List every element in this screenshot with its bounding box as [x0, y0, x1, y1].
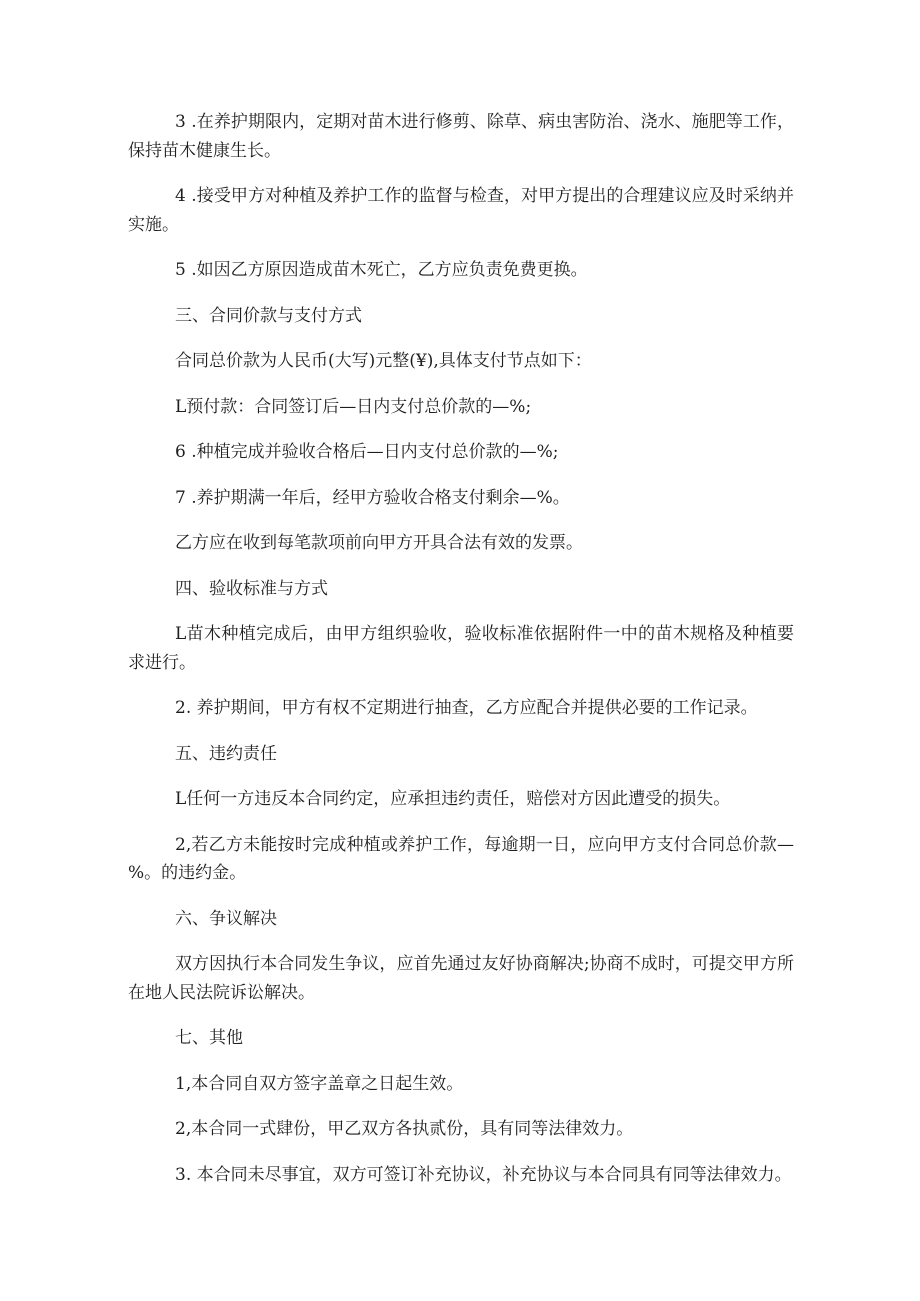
document-body — [128, 108, 794, 1206]
other-clause-3: 3. 本合同未尽事宜，双方可签订补充协议，补充协议与本合同具有同等法律效力。 — [175, 1164, 792, 1185]
dispute-clause: 双方因执行本合同发生争议，应首先通过友好协商解决;协商不成时，可提交甲方所在地人民法院诉讼解决。 — [128, 954, 794, 1003]
invoice-paragraph: 乙方应在收到每笔款项前向甲方开具合法有效的发票。 — [175, 533, 583, 553]
total-price-paragraph: 合同总价款为人民币(大写)元整(¥),具体支付节点如下： — [175, 351, 592, 371]
section-heading-dispute: 六、争议解决 — [175, 908, 277, 929]
section-heading-liability: 五、违约责任 — [175, 743, 277, 764]
clause-5-replacement: 5 .如因乙方原因造成苗木死亡，乙方应负责免费更换。 — [175, 260, 588, 280]
section-heading-other: 七、其他 — [175, 1028, 243, 1048]
advance-payment-item: L预付款：合同签订后—日内支付总价款的—%; — [175, 396, 532, 417]
section-heading-acceptance: 四、验收标准与方式 — [175, 578, 328, 599]
clause-4-supervision: 4 .接受甲方对种植及养护工作的监督与检查，对甲方提出的合理建议应及时采纳并实施。 — [128, 186, 794, 235]
acceptance-clause-2: 2. 养护期间，甲方有权不定期进行抽查，乙方应配合并提供必要的工作记录。 — [175, 698, 758, 718]
other-clause-2: 2,本合同一式肆份，甲乙双方各执贰份，具有同等法律效力。 — [175, 1119, 634, 1139]
clause-3-maintenance: 3 .在养护期限内，定期对苗木进行修剪、除草、病虫害防治、浇水、施肥等工作，保持苗木健康生长。 — [128, 112, 794, 161]
other-clause-1: 1,本合同自双方签字盖章之日起生效。 — [175, 1073, 464, 1094]
acceptance-clause-1: L苗木种植完成后，由甲方组织验收，验收标准依据附件一中的苗木规格及种植要求进行。 — [128, 624, 794, 673]
liability-clause-1: L任何一方违反本合同约定，应承担违约责任，赔偿对方因此遭受的损失。 — [175, 789, 731, 809]
planting-payment-item: 6 .种植完成并验收合格后—日内支付总价款的—%; — [175, 442, 559, 462]
final-payment-item: 7 .养护期满一年后，经甲方验收合格支付剩余—%。 — [175, 487, 570, 508]
section-heading-price-payment: 三、合同价款与支付方式 — [175, 305, 362, 326]
liability-clause-2: 2,若乙方未能按时完成种植或养护工作，每逾期一日，应向甲方支付合同总价款—%。的违约金。 — [128, 834, 794, 883]
